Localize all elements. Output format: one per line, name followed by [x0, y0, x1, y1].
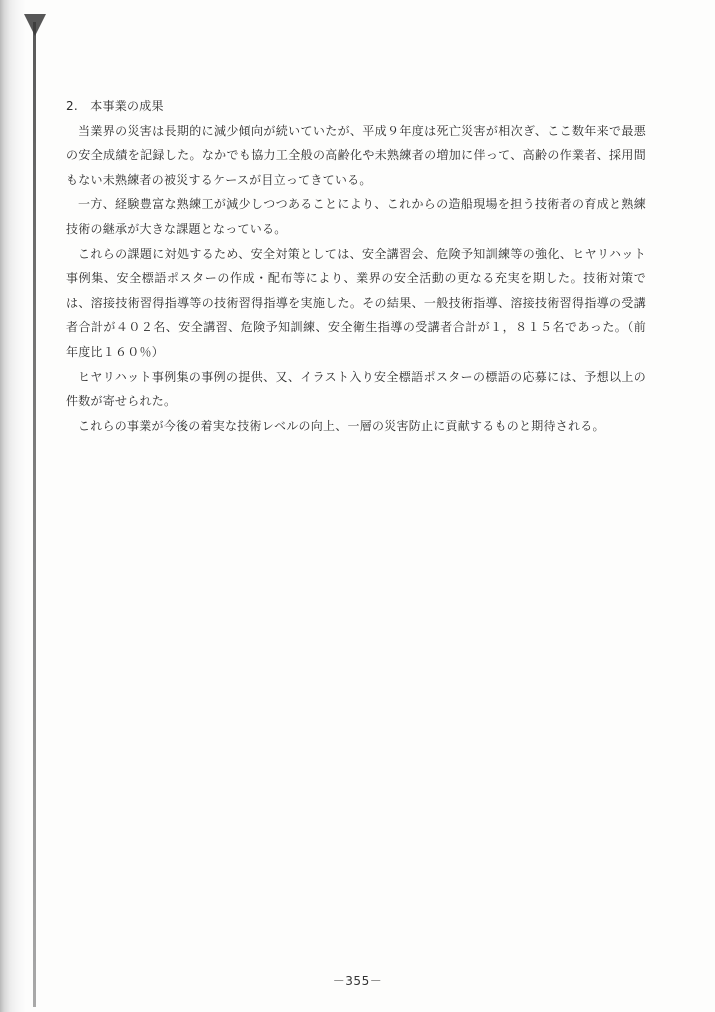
- paragraph-disaster-trend: 当業界の災害は長期的に減少傾向が続いていたが、平成９年度は死亡災害が相次ぎ、ここ数年来で最悪の安全成績を記録した。なかでも協力工全般の高齢化や未熟練者の増加に伴って、高齢の作業者、採用間もない未熟練者の被災するケースが目立ってきている。: [66, 123, 646, 187]
- paragraph-countermeasures: これらの課題に対処するため、安全対策としては、安全講習会、危険予知訓練等の強化、ヒヤリハット事例集、安全標語ポスターの作成・配布等により、業界の安全活動の更なる充実を期した。技術対策では、溶接技術習得指導等の技術習得指導を実施した。その結果、一般技術指導、溶接技術習得指導の受講者合計が４０２名、安全講習、危険予知訓練、安全衛生指導の受講者合計が１，８１５名であった。（前年度比１６０％）: [66, 246, 646, 359]
- binding-line: [33, 22, 36, 1007]
- scan-binding-shadow: [0, 0, 26, 1012]
- section-body: [66, 94, 646, 438]
- paragraph-expectation: これらの事業が今後の着実な技術レベルの向上、一層の災害防止に貢献するものと期待される。: [78, 418, 605, 433]
- section-heading: 2. 本事業の成果: [66, 99, 164, 113]
- paragraph-skill-succession: 一方、経験豊富な熟練工が減少しつつあることにより、これからの造船現場を担う技術者の育成と熟練技術の継承が大きな課題となっている。: [66, 197, 646, 236]
- paragraph-near-miss-responses: ヒヤリハット事例集の事例の提供、又、イラスト入り安全標語ポスターの標語の応募には、予想以上の件数が寄せられた。: [66, 369, 646, 409]
- page-number: －355－: [332, 974, 383, 988]
- binding-mark: [24, 14, 46, 36]
